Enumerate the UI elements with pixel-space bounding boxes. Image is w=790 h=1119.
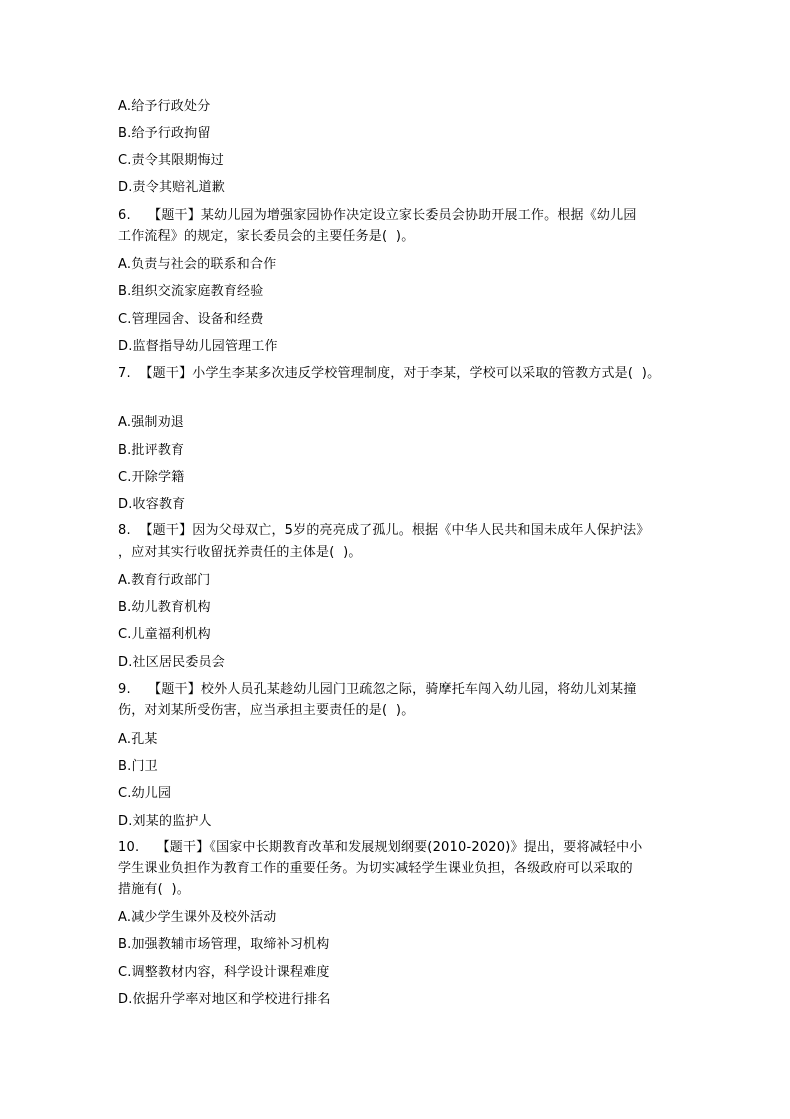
q10-option-a: A.减少学生课外及校外活动 <box>118 910 277 925</box>
q8-option-c: C.儿童福利机构 <box>118 627 211 642</box>
q7-option-b: B.批评教育 <box>118 443 185 458</box>
q9-stem-line-2: 伤，对刘某所受伤害，应当承担主要责任的是( )。 <box>118 703 415 718</box>
q9-option-a: A.孔某 <box>118 732 158 747</box>
q10-option-c: C.调整教材内容，科学设计课程难度 <box>118 965 330 980</box>
q7-option-a: A.强制劝退 <box>118 415 184 430</box>
q5-option-c: C.责令其限期悔过 <box>118 153 225 168</box>
q9-stem-line-1: 9. 【题干】校外人员孔某趁幼儿园门卫疏忽之际，骑摩托车闯入幼儿园，将幼儿刘某撞 <box>118 682 637 697</box>
q6-stem-line-2: 工作流程》的规定，家长委员会的主要任务是( )。 <box>118 229 415 244</box>
q8-option-d: D.社区居民委员会 <box>118 655 225 670</box>
q5-option-a: A.给予行政处分 <box>118 99 211 114</box>
q5-option-b: B.给予行政拘留 <box>118 126 211 141</box>
q10-stem-line-2: 学生课业负担作为教育工作的重要任务。为切实减轻学生课业负担，各级政府可以采取的 <box>118 861 633 876</box>
q8-stem-line-2: ，应对其实行收留抚养责任的主体是( )。 <box>118 545 362 560</box>
q7-option-d: D.收容教育 <box>118 497 186 512</box>
q7-stem-line-1: 7. 【题干】小学生李某多次违反学校管理制度，对于李某，学校可以采取的管教方式是( )。 <box>118 366 661 381</box>
q10-stem-line-1: 10. 【题干】《国家中长期教育改革和发展规划纲要(2010-2020)》提出，要将减轻中小 <box>118 840 643 855</box>
q6-option-b: B.组织交流家庭教育经验 <box>118 284 264 299</box>
q5-option-d: D.责令其赔礼道歉 <box>118 180 225 195</box>
q9-option-b: B.门卫 <box>118 759 158 774</box>
q8-option-b: B.幼儿教育机构 <box>118 600 211 615</box>
q8-stem-line-1: 8. 【题干】因为父母双亡，5岁的亮亮成了孤儿。根据《中华人民共和国未成年人保护法》 <box>118 523 650 538</box>
q6-option-a: A.负责与社会的联系和合作 <box>118 257 277 272</box>
q6-option-d: D.监督指导幼儿园管理工作 <box>118 339 278 354</box>
q6-stem-line-1: 6. 【题干】某幼儿园为增强家园协作决定设立家长委员会协助开展工作。根据《幼儿园 <box>118 208 637 223</box>
q10-option-b: B.加强教辅市场管理，取缔补习机构 <box>118 937 330 952</box>
q10-option-d: D.依据升学率对地区和学校进行排名 <box>118 992 331 1007</box>
q6-option-c: C.管理园舍、设备和经费 <box>118 312 264 327</box>
q8-option-a: A.教育行政部门 <box>118 573 211 588</box>
q7-option-c: C.开除学籍 <box>118 470 185 485</box>
q10-stem-line-3: 措施有( )。 <box>118 882 191 897</box>
q9-option-d: D.刘某的监护人 <box>118 814 212 829</box>
q9-option-c: C.幼儿园 <box>118 786 172 801</box>
